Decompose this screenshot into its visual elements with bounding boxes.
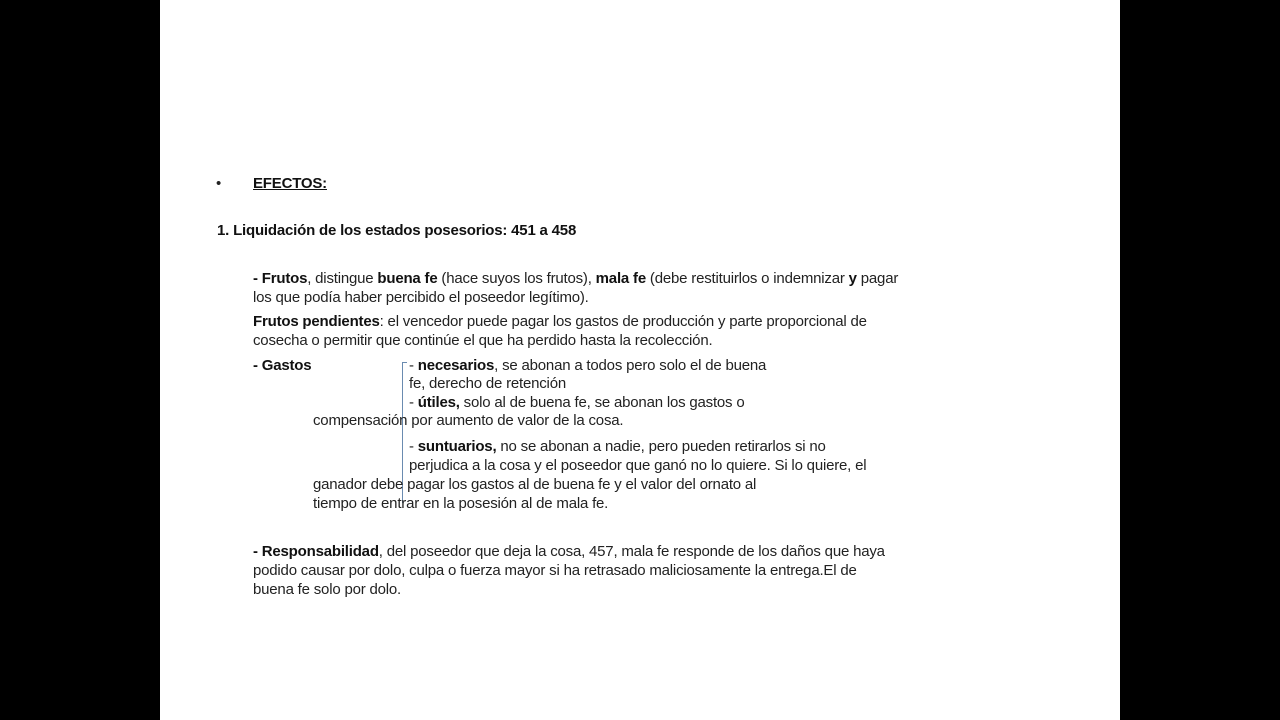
bullet: • (216, 175, 222, 192)
suntuarios-line-2: perjudica a la cosa y el poseedor que ganó no lo quiere. Si lo quiere, el (409, 457, 867, 474)
responsabilidad-line-2: podido causar por dolo, culpa o fuerza mayor si ha retrasado maliciosamente la entrega.El de (253, 562, 857, 579)
suntuarios-line-3: ganador debe pagar los gastos al de buena fe y el valor del ornato al (313, 476, 757, 493)
frutos-line-2: los que podía haber percibido el poseedor legítimo). (253, 289, 589, 306)
suntuarios-line-4: tiempo de entrar en la posesión al de mala fe. (313, 495, 609, 512)
pendientes-line-2: cosecha o permitir que continúe el que ha perdido hasta la recolección. (253, 332, 713, 349)
necesarios-line-2: fe, derecho de retención (409, 375, 566, 392)
gastos-label: - Gastos (253, 357, 312, 374)
section-title: 1. Liquidación de los estados posesorios: 451 a 458 (217, 222, 577, 239)
heading-efectos: EFECTOS: (253, 175, 327, 192)
utiles-line: - útiles, solo al de buena fe, se abonan los gastos o (409, 394, 745, 411)
pendientes-line-1: Frutos pendientes: el vencedor puede pagar los gastos de producción y parte proporcional de (253, 313, 867, 330)
responsabilidad-line-1: - Responsabilidad, del poseedor que deja la cosa, 457, mala fe responde de los daños que haya (253, 543, 885, 560)
responsabilidad-line-3: buena fe solo por dolo. (253, 581, 402, 598)
necesarios-line: - necesarios, se abonan a todos pero solo el de buena (409, 357, 767, 374)
utiles-line-2: compensación por aumento de valor de la cosa. (313, 412, 624, 429)
frutos-line-1: - Frutos, distingue buena fe (hace suyos los frutos), mala fe (debe restituirlos o indemnizar y pagar (253, 270, 899, 287)
suntuarios-line: - suntuarios, no se abonan a nadie, pero pueden retirarlos si no (409, 438, 826, 455)
